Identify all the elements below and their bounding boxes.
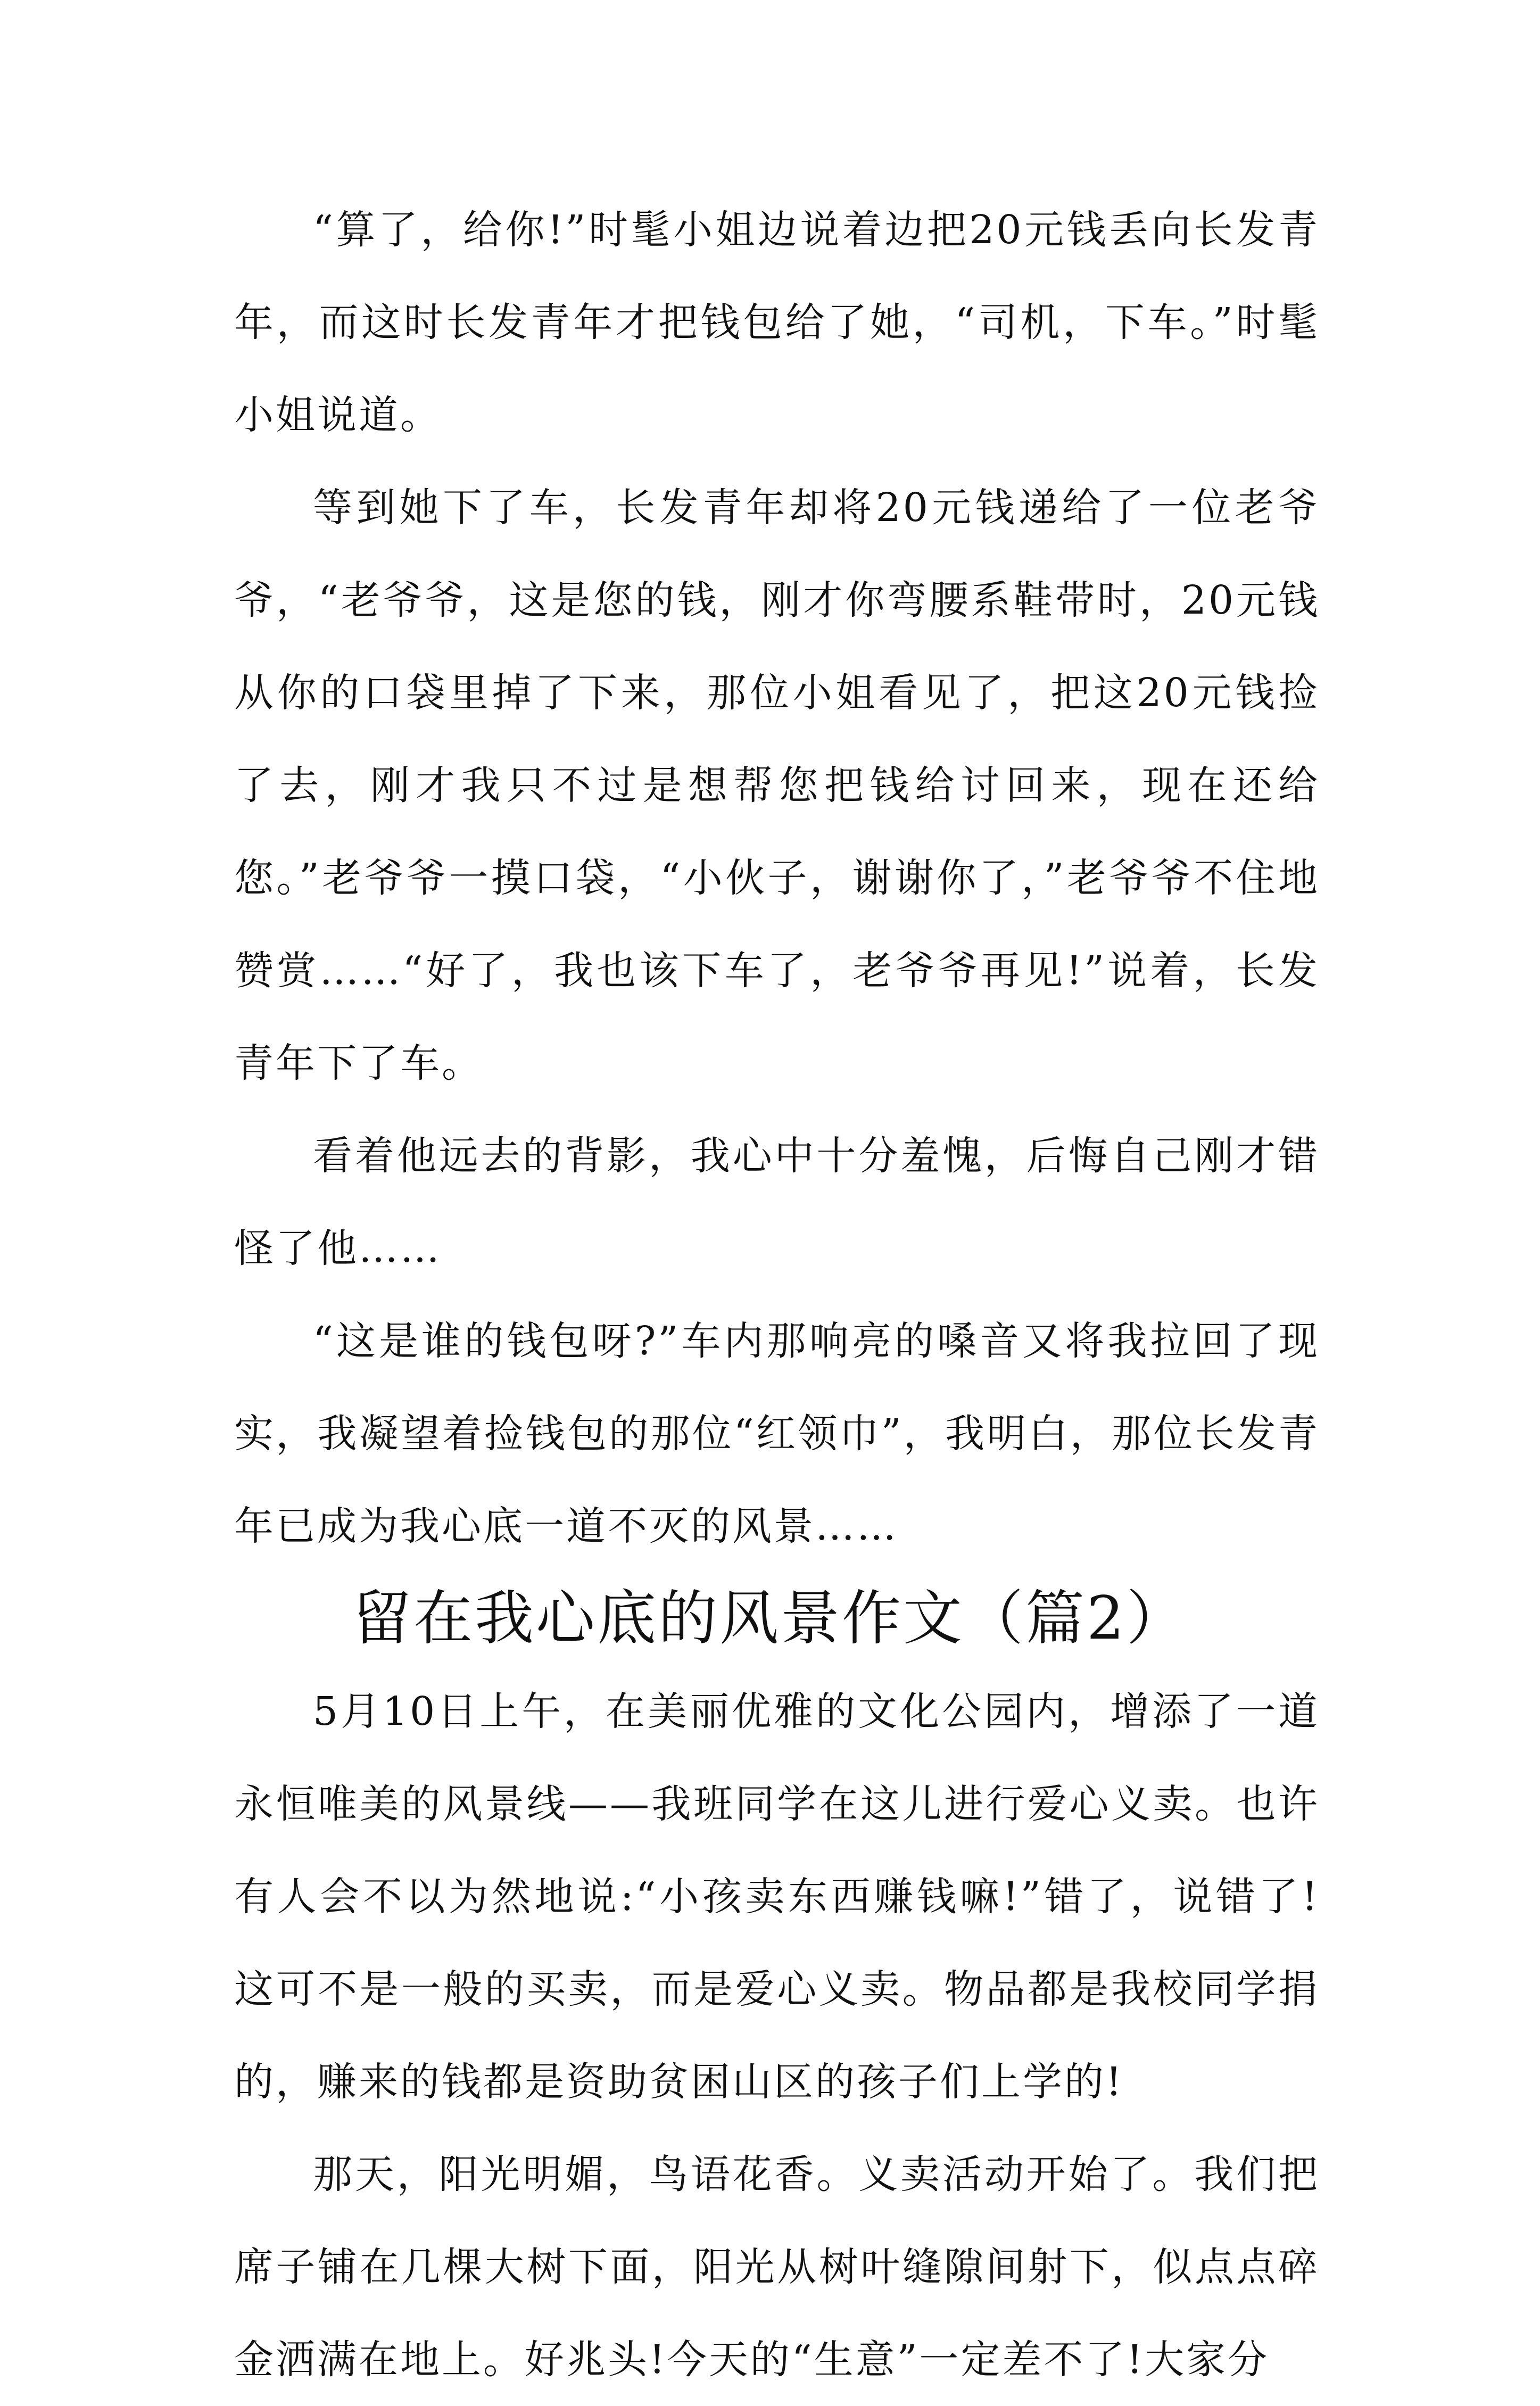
- paragraph-3: 看着他远去的背影，我心中十分羞愧，后悔自己刚才错怪了他……: [234, 1133, 1320, 1271]
- document-body: [234, 184, 1320, 2406]
- paragraph-6: 那天，阳光明媚，鸟语花香。义卖活动开始了。我们把席子铺在几棵大树下面，阳光从树叶缝隙间射下，似点点碎金洒满在地上。好兆头!今天的“生意”一定差不了!大家分: [234, 2152, 1320, 2383]
- paragraph-5: 5月10日上午，在美丽优雅的文化公园内，增添了一道永恒唯美的风景线——我班同学在这儿进行爱心义卖。也许有人会不以为然地说:“小孩卖东西赚钱嘛!”错了，说错了!这可不是一般的买卖，而是爱心义卖。物品都是我校同学捐的，赚来的钱都是资助贫困山区的孩子们上学的!: [234, 1689, 1320, 2105]
- section-heading: 留在我心底的风景作文（篇2）: [352, 1584, 1188, 1653]
- paragraph-2: 等到她下了车，长发青年却将20元钱递给了一位老爷爷，“老爷爷，这是您的钱，刚才你弯腰系鞋带时，20元钱从你的口袋里掉了下来，那位小姐看见了，把这20元钱捡了去，刚才我只不过是想帮您把钱给讨回来，现在还给您。”老爷爷一摸口袋，“小伙子，谢谢你了，”老爷爷不住地赞赏……“好了，我也该下车了，老爷爷再见!”说着，长发青年下了车。: [234, 485, 1320, 1086]
- paragraph-4: “这是谁的钱包呀?”车内那响亮的嗓音又将我拉回了现实，我凝望着捡钱包的那位“红领巾”，我明白，那位长发青年已成为我心底一道不灭的风景……: [234, 1318, 1320, 1549]
- paragraph-1: “算了，给你!”时髦小姐边说着边把20元钱丢向长发青年，而这时长发青年才把钱包给了她，“司机，下车。”时髦小姐说道。: [234, 207, 1320, 438]
